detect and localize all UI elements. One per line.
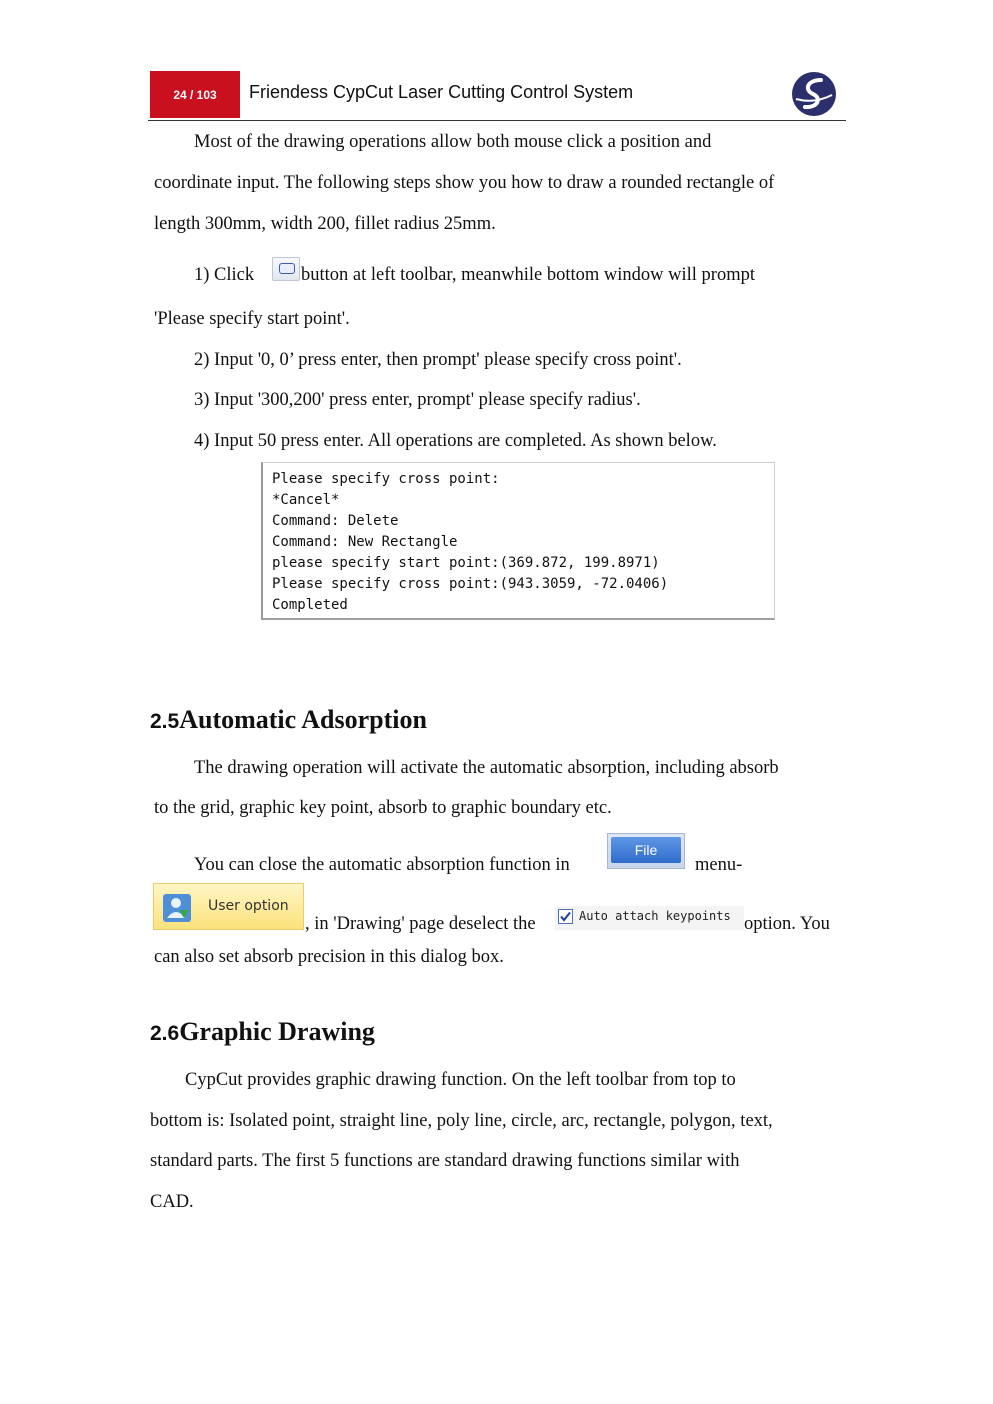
section-2-6-heading	[150, 1017, 375, 1047]
document-title: Friendess CypCut Laser Cutting Control System	[249, 82, 634, 102]
step-3: 3) Input '300,200' press enter, prompt' please specify radius'.	[194, 390, 641, 410]
section-2-5-para-2-line-3: can also set absorb precision in this dialog box.	[154, 947, 504, 967]
section-number: 2.5	[150, 710, 180, 733]
step-4: 4) Input 50 press enter. All operations are completed. As shown below.	[194, 431, 717, 451]
console-line: Please specify cross point:(943.3059, -72.0406)	[272, 576, 669, 592]
user-option-icon	[162, 893, 192, 923]
section-2-6-line-4: CAD.	[150, 1192, 194, 1212]
user-option-button[interactable]	[153, 883, 304, 930]
section-2-6-line-2: bottom is: Isolated point, straight line, poly line, circle, arc, rectangle, polygon, text,	[150, 1111, 773, 1131]
step-2: 2) Input '0, 0’ press enter, then prompt' please specify cross point'.	[194, 350, 682, 370]
step-1-continuation: 'Please specify start point'.	[154, 309, 350, 329]
section-number: 2.6	[150, 1022, 180, 1045]
checkmark-icon	[559, 910, 572, 923]
menu-text: menu-	[695, 855, 743, 875]
intro-line-1: Most of the drawing operations allow both mouse click a position and	[194, 132, 712, 152]
header-divider	[148, 120, 846, 121]
auto-attach-label: Auto attach keypoints	[579, 909, 731, 923]
console-line: please specify start point:(369.872, 199.8971)	[272, 555, 660, 571]
section-title: Graphic Drawing	[179, 1017, 375, 1046]
section-2-6-line-3: standard parts. The first 5 functions are standard drawing functions similar with	[150, 1151, 740, 1171]
console-line: *Cancel*	[272, 492, 340, 508]
friendess-logo-icon	[791, 71, 837, 117]
step-1-prefix: 1) Click	[194, 265, 255, 285]
auto-attach-keypoints-option[interactable]	[555, 906, 744, 930]
section-title: Automatic Adsorption	[179, 705, 427, 734]
console-line: Please specify cross point:	[272, 471, 500, 487]
section-2-6-line-1: CypCut provides graphic drawing function. On the left toolbar from top to	[185, 1070, 736, 1090]
rectangle-icon	[279, 263, 295, 274]
rectangle-tool-button[interactable]	[272, 257, 300, 281]
console-line: Command: Delete	[272, 513, 399, 529]
section-2-5-para-2-mid: , in 'Drawing' page deselect the	[305, 914, 536, 934]
section-2-5-para-2-prefix: You can close the automatic absorption function in	[194, 855, 570, 875]
file-menu-button[interactable]	[607, 833, 685, 869]
section-2-5-para-1-line-1: The drawing operation will activate the automatic absorption, including absorb	[194, 758, 779, 778]
intro-line-2: coordinate input. The following steps show you how to draw a rounded rectangle of	[154, 173, 775, 193]
user-option-label: User option	[208, 898, 289, 914]
file-menu-label: File	[611, 837, 681, 863]
command-console	[261, 462, 775, 620]
section-2-5-para-2-option: option. You	[744, 914, 830, 934]
intro-line-3: length 300mm, width 200, fillet radius 25mm.	[154, 214, 496, 234]
auto-attach-checkbox[interactable]	[558, 909, 573, 924]
page-header	[150, 71, 845, 121]
page-number-badge: 24 / 103	[150, 71, 240, 118]
step-1-suffix: button at left toolbar, meanwhile bottom window will prompt	[301, 265, 755, 285]
console-line: Completed	[272, 597, 348, 613]
console-line: Command: New Rectangle	[272, 534, 458, 550]
section-2-5-heading	[150, 705, 427, 735]
section-2-5-para-1-line-2: to the grid, graphic key point, absorb to graphic boundary etc.	[154, 798, 612, 818]
